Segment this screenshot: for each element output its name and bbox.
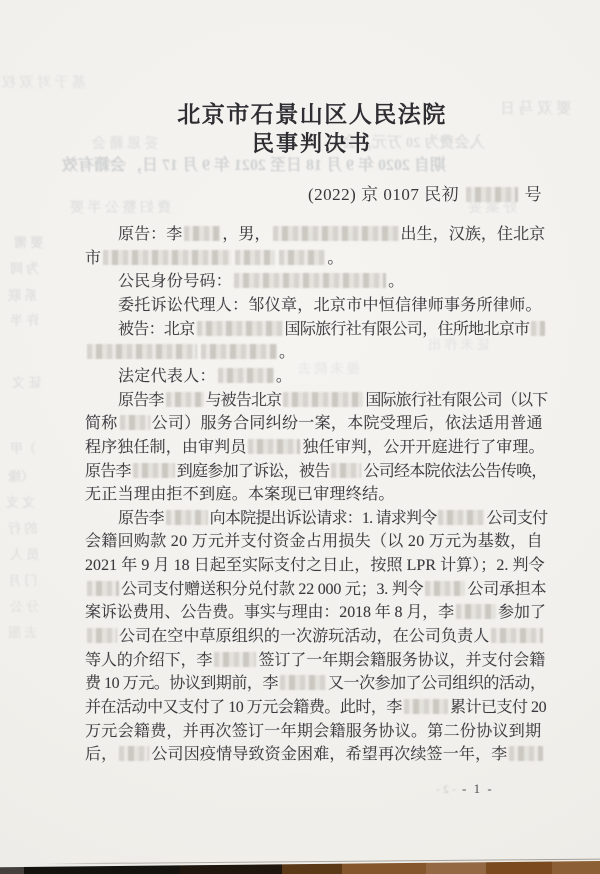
redaction-block (491, 628, 543, 643)
body-text-segment: 原告李 (118, 391, 164, 409)
body-line (85, 602, 545, 624)
bleedthrough-text: 要 需 (14, 235, 44, 250)
case-number-prefix: (2022) 京 0107 民初 (308, 185, 460, 204)
body-text-segment: 原告李 (85, 462, 131, 480)
bleedthrough-text: 证 文 (12, 375, 42, 390)
body-text-segment: 法定代表人： (118, 367, 216, 385)
bleedthrough-text: 提 未 院 去 (298, 361, 360, 376)
redaction-block (133, 463, 175, 478)
body-line (85, 224, 545, 246)
bleedthrough-text: 许 半 (10, 313, 40, 328)
bleedthrough-text: 为 同 (10, 261, 40, 276)
document-type-title: 民事判决书 (251, 131, 372, 156)
bleedthrough-text: 系 联 (8, 288, 38, 303)
body-text-segment: 公司经本院依法公告传唤， (363, 462, 547, 480)
body-text-segment: 出生，汉族，住北京 (400, 226, 546, 243)
body-text-segment: 原告李 (118, 509, 164, 527)
bleedthrough-text: 门 月 (8, 573, 38, 588)
redaction-block (248, 439, 300, 454)
body-line (85, 248, 545, 270)
body-text-segment: 公司承担本 (467, 580, 547, 598)
bleedthrough-text: ）甲 (10, 441, 37, 456)
redaction-block (214, 652, 256, 667)
case-number-suffix: 号 (524, 185, 543, 204)
body-text-segment: 与被告北京 (205, 391, 282, 409)
body-line (85, 390, 548, 412)
redaction-block (197, 321, 283, 336)
redaction-block (87, 628, 117, 643)
body-line (85, 437, 545, 459)
body-text-segment: 原告：李 (118, 226, 183, 243)
body-line (85, 508, 548, 530)
body-text-segment: 。 (327, 249, 344, 267)
body-line (85, 673, 545, 695)
redaction-block (234, 273, 386, 288)
body-text-segment: 。 (275, 367, 293, 385)
body-text-segment: 2021 年 9 月 18 日起至实际支付之日止，按照 LPR 计算）；2. 判令 (85, 557, 545, 575)
body-line (85, 626, 545, 648)
body-text-segment: 程序独任制，由审判员 (85, 438, 247, 456)
redaction-block (404, 699, 448, 714)
body-line (85, 461, 545, 483)
body-text-segment: 累计已支付 20 (449, 699, 547, 716)
body-text-segment: 向本院提出诉讼请求：1. 请求判令 (209, 509, 437, 527)
redaction-block (456, 604, 496, 619)
body-text-segment: 。 (388, 273, 405, 291)
redaction-block (273, 226, 399, 241)
bleedthrough-text: 文 支 (6, 495, 36, 510)
body-text-segment: 等人的介绍下，李 (85, 651, 213, 669)
redaction-block (103, 250, 231, 265)
redaction-block (331, 463, 361, 478)
body-text-segment: 公司在空中草原组织的一次游玩活动，在公司负责人 (119, 628, 490, 646)
bleedthrough-text: 入会费为 20 万元，会 (342, 135, 485, 151)
body-line (85, 744, 545, 766)
redaction-block (120, 415, 150, 430)
redaction-block (425, 581, 465, 596)
body-text-segment: 被告：北京 (118, 320, 195, 338)
redaction-block (87, 581, 119, 596)
body-text-segment: 国际旅行社有限公司（以下 (365, 391, 548, 409)
bleedthrough-text: 好 案 妥 (468, 201, 517, 216)
redaction-block (283, 392, 363, 407)
bleedthrough-text: 去 服 (8, 625, 38, 640)
body-line (85, 650, 545, 672)
body-text-segment: 市 (85, 249, 102, 267)
bleedthrough-text: - 2 - (436, 782, 456, 796)
bleedthrough-text: 基 于 对 双 权 (2, 76, 86, 91)
redaction-block (119, 746, 149, 761)
body-line (85, 366, 545, 388)
redaction-block (166, 510, 208, 525)
redaction-block (235, 250, 275, 265)
page-number: - 1 - (462, 781, 494, 796)
redaction-block (87, 344, 197, 359)
body-line (85, 413, 545, 435)
court-name: 北京市石景山区人民法院 (177, 102, 447, 127)
redaction-case-number (466, 187, 518, 202)
redaction-block (279, 250, 325, 265)
body-text-segment: 案诉讼费用、公告费。事实与理由：2018 年 8 月，李 (85, 604, 455, 622)
body-line (85, 531, 545, 553)
body-line (85, 484, 545, 506)
body-line (85, 555, 545, 577)
bleedthrough-text: 的 行 (8, 521, 38, 536)
body-text-segment: 万元会籍费，并再次签订一年期会籍服务协议。第二份协议到期 (85, 722, 542, 740)
body-text-segment: 公司支付赠送积分兑付款 22 000 元；3. 判令 (121, 580, 424, 598)
bleedthrough-text: 员 人 (10, 547, 40, 562)
bleedthrough-text: 要 双 马 日 (500, 101, 572, 117)
redaction-block (438, 510, 484, 525)
body-text-segment: 会籍回购款 20 万元并支付资金占用损失（以 20 万元为基数，自 (85, 533, 543, 551)
bleedthrough-text: 分 公 (10, 599, 40, 614)
body-line (85, 295, 545, 317)
bleedthrough-text: （缘 (8, 469, 35, 484)
redaction-block (531, 321, 545, 336)
body-text-segment: 公司因疫情导致资金困难，希望再次续签一年，李 (151, 746, 508, 764)
body-line (85, 342, 545, 364)
redaction-block (201, 344, 277, 359)
bleedthrough-text: 费 妇 整 公 半 要 (70, 201, 172, 216)
body-text-segment: 签订了一年期会籍服务协议，并支付会籍 (258, 651, 546, 669)
body-text-segment: 参加了 (498, 604, 546, 622)
body-text-segment: 公司）服务合同纠纷一案，本院受理后，依法适用普通 (151, 415, 543, 433)
body-text-segment: 委托诉讼代理人：邹仪章，北京市中恒信律师事务所律师。 (118, 296, 542, 314)
body-text-segment: 公司支付 (486, 509, 548, 527)
redaction-block (166, 392, 204, 407)
body-text-segment: 独任审判，公开开庭进行了审理。 (302, 438, 545, 456)
body-text-segment: 无正当理由拒不到庭。本案现已审理终结。 (85, 486, 395, 504)
redaction-block (509, 746, 543, 761)
redaction-block (184, 226, 220, 241)
body-text-segment: ，男， (222, 226, 271, 243)
body-line (85, 579, 545, 601)
body-text-segment: 。 (279, 344, 296, 362)
body-line (85, 271, 545, 293)
redaction-block (218, 368, 274, 383)
body-text-segment: 到庭参加了诉讼，被告 (176, 462, 330, 480)
body-line (85, 697, 545, 719)
redaction-block (280, 675, 326, 690)
bleedthrough-text: 妥 恩 籍 会 (92, 137, 159, 152)
body-text-segment: 费 10 万元。协议到期前，李 (85, 675, 279, 693)
body-text-segment: 又一次参加了公司组织的活动， (328, 675, 546, 693)
case-number (308, 180, 542, 205)
body-text-segment: 简称 (85, 415, 118, 433)
body-line (85, 721, 545, 743)
bleedthrough-text: 证 未 作 出 (428, 337, 490, 352)
body-text-segment: 后， (85, 746, 118, 764)
body-text-segment: 公民身份号码： (118, 273, 233, 291)
body-text-segment: 国际旅行社有限公司，住所地北京市 (284, 320, 530, 338)
body-line (85, 319, 545, 341)
bleedthrough-text: 期自 2020 年 9 月 18 日至 2021 年 9 月 17 日，会籍有效 (62, 157, 447, 174)
body-text-segment: 并在活动中又支付了 10 万元会籍费。此时，李 (85, 699, 402, 716)
